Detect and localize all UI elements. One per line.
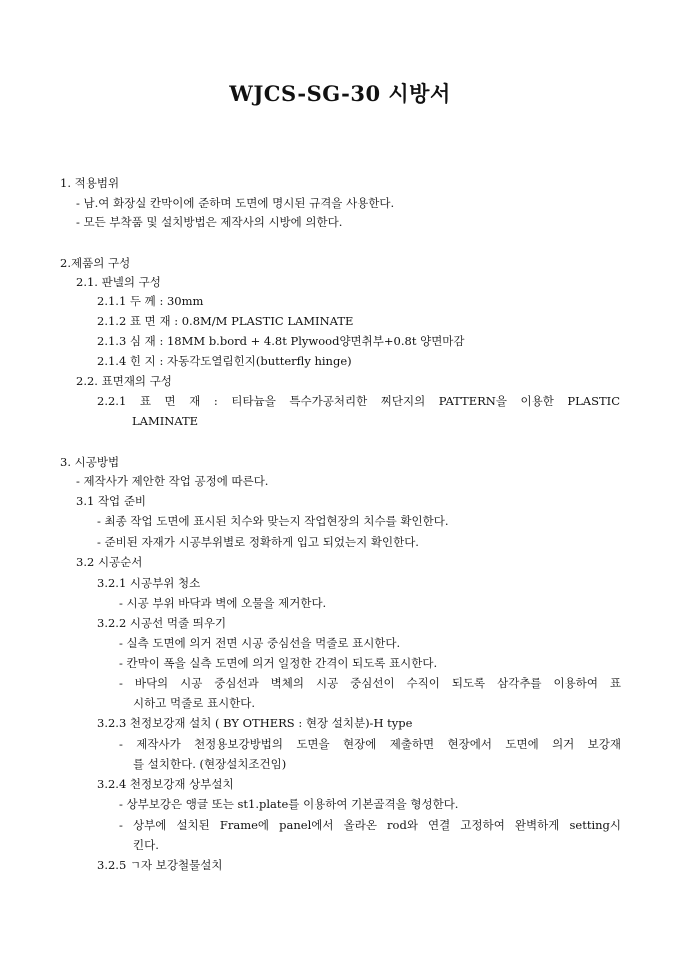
section-3-2-4-heading: 3.2.4 천정보강재 상부설치 [97, 777, 234, 791]
spec-item-continuation: LAMINATE [132, 414, 199, 428]
list-item: - 준비된 자재가 시공부위별로 정확하게 입고 되었는지 확인한다. [97, 535, 419, 549]
section-2-2-heading: 2.2. 표면재의 구성 [76, 374, 172, 388]
section-3-intro: - 제작사가 제안한 작업 공정에 따른다. [76, 474, 269, 488]
list-item: - 바닥의 시공 중심선과 벽체의 시공 중심선이 수직이 되도록 삼각추를 이용하여 표 [119, 676, 621, 690]
spec-item: 2.1.4 힌 지 : 자동각도열림힌지(butterfly hinge) [97, 354, 352, 368]
section-3-2-3-heading: 3.2.3 천정보강재 설치 ( BY OTHERS : 현장 설치분)-H type [97, 716, 413, 730]
spec-item: 2.2.1 표 면 재 : 티타늄을 특수가공처리한 찌단지의 PATTERN을 이용한 PLASTIC [97, 394, 620, 408]
list-item-continuation: 를 설치한다. (현장설치조건임) [133, 757, 287, 771]
section-3-2-heading: 3.2 시공순서 [76, 555, 143, 569]
list-item: - 상부에 설치된 Frame에 panel에서 올라온 rod와 연결 고정하여 완벽하게 setting시 [119, 818, 621, 832]
section-2-1-heading: 2.1. 판넬의 구성 [76, 275, 161, 289]
section-1-item: - 남.여 화장실 칸막이에 준하며 도면에 명시된 규격을 사용한다. [76, 196, 395, 210]
section-1-heading: 1. 적용범위 [60, 176, 120, 190]
document-title: WJCS-SG-30 시방서 [229, 81, 451, 106]
list-item-continuation: 킨다. [133, 838, 159, 852]
list-item: - 상부보강은 앵글 또는 st1.plate를 이용하여 기본골격을 형성한다. [119, 797, 459, 811]
section-3-2-1-heading: 3.2.1 시공부위 청소 [97, 576, 201, 590]
spec-item: 2.1.1 두 께 : 30mm [97, 294, 204, 308]
list-item: - 시공 부위 바닥과 벽에 오물을 제거한다. [119, 596, 327, 610]
list-item-continuation: 시하고 먹줄로 표시한다. [133, 696, 256, 710]
list-item: - 제작사가 천정용보강방법의 도면을 현장에 제출하면 현장에서 도면에 의거 보강재 [119, 737, 621, 751]
list-item: - 실측 도면에 의거 전면 시공 중심선을 먹줄로 표시한다. [119, 636, 401, 650]
section-3-2-2-heading: 3.2.2 시공선 먹줄 띄우기 [97, 616, 227, 630]
section-1-item: - 모든 부착품 및 설치방법은 제작사의 시방에 의한다. [76, 215, 343, 229]
section-3-1-heading: 3.1 작업 준비 [76, 494, 147, 508]
list-item: - 칸막이 폭을 실측 도면에 의거 일정한 간격이 되도록 표시한다. [119, 656, 438, 670]
spec-item: 2.1.2 표 면 재 : 0.8M/M PLASTIC LAMINATE [97, 314, 354, 328]
section-3-heading: 3. 시공방법 [60, 455, 120, 469]
list-item: - 최종 작업 도면에 표시된 치수와 맞는지 작업현장의 치수를 확인한다. [97, 514, 449, 528]
section-2-heading: 2.제품의 구성 [60, 256, 131, 270]
spec-item: 2.1.3 심 재 : 18MM b.bord + 4.8t Plywood양면취부+0.8t 양면마감 [97, 334, 465, 348]
section-3-2-5-heading: 3.2.5 ㄱ자 보강철물설치 [97, 858, 223, 872]
